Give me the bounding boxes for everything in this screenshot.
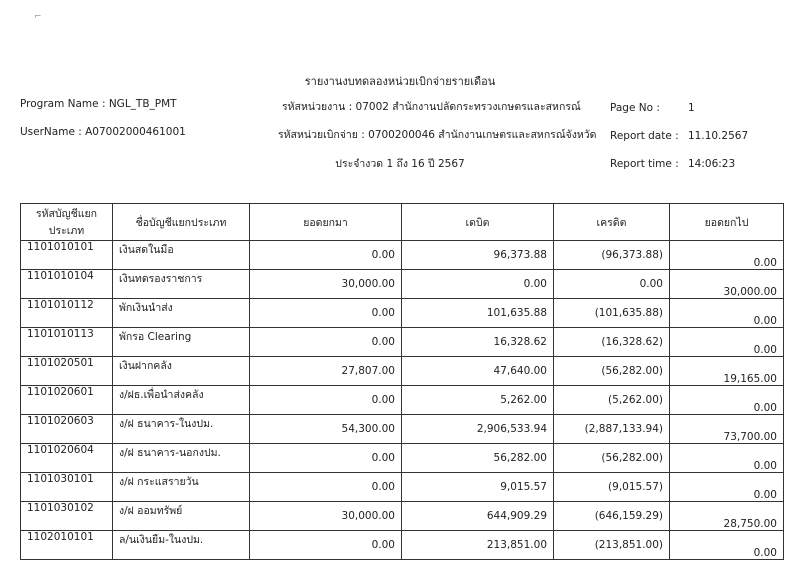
brought-forward: 0.00 bbox=[250, 241, 402, 270]
debit: 96,373.88 bbox=[402, 241, 554, 270]
account-name: พักรอ Clearing bbox=[113, 328, 250, 357]
account-name: ง/ฝ ธนาคาร-นอกงปม. bbox=[113, 444, 250, 473]
carried-forward: 19,165.00 bbox=[670, 357, 784, 386]
account-code: 1101020604 bbox=[21, 444, 113, 473]
report-date-value: 11.10.2567 bbox=[688, 130, 749, 142]
debit: 56,282.00 bbox=[402, 444, 554, 473]
credit: (5,262.00) bbox=[554, 386, 670, 415]
header-credit: เครดิต bbox=[554, 204, 670, 241]
header-account-code: รหัสบัญชีแยกประเภท bbox=[21, 204, 113, 241]
page-number-label: Page No : bbox=[610, 102, 660, 114]
carried-forward: 30,000.00 bbox=[670, 270, 784, 299]
credit: (16,328.62) bbox=[554, 328, 670, 357]
table-row bbox=[21, 299, 784, 328]
carried-forward: 73,700.00 bbox=[670, 415, 784, 444]
table-row bbox=[21, 241, 784, 270]
account-name: พักเงินนำส่ง bbox=[113, 299, 250, 328]
carried-forward: 0.00 bbox=[670, 299, 784, 328]
carried-forward: 0.00 bbox=[670, 241, 784, 270]
report-period: ประจำงวด 1 ถึง 16 ปี 2567 bbox=[335, 158, 465, 170]
brought-forward: 0.00 bbox=[250, 299, 402, 328]
carried-forward: 0.00 bbox=[670, 328, 784, 357]
table-row bbox=[21, 444, 784, 473]
header-account-name: ชื่อบัญชีแยกประเภท bbox=[113, 204, 250, 241]
account-code: 1101010112 bbox=[21, 299, 113, 328]
carried-forward: 28,750.00 bbox=[670, 502, 784, 531]
carried-forward: 0.00 bbox=[670, 473, 784, 502]
account-code: 1101020501 bbox=[21, 357, 113, 386]
account-code: 1101010101 bbox=[21, 241, 113, 270]
table-row bbox=[21, 473, 784, 502]
account-code: 1102010101 bbox=[21, 531, 113, 560]
brought-forward: 30,000.00 bbox=[250, 270, 402, 299]
debit: 16,328.62 bbox=[402, 328, 554, 357]
carried-forward: 0.00 bbox=[670, 444, 784, 473]
credit: 0.00 bbox=[554, 270, 670, 299]
brought-forward: 0.00 bbox=[250, 444, 402, 473]
program-name: Program Name : NGL_TB_PMT bbox=[20, 98, 177, 110]
account-name: เงินทดรองราชการ bbox=[113, 270, 250, 299]
report-time-value: 14:06:23 bbox=[688, 158, 736, 170]
credit: (101,635.88) bbox=[554, 299, 670, 328]
table-row bbox=[21, 386, 784, 415]
debit: 9,015.57 bbox=[402, 473, 554, 502]
brought-forward: 0.00 bbox=[250, 473, 402, 502]
user-name: UserName : A07002000461001 bbox=[20, 126, 186, 138]
account-code: 1101030101 bbox=[21, 473, 113, 502]
table-header-row bbox=[21, 204, 784, 241]
account-code: 1101010104 bbox=[21, 270, 113, 299]
table-row bbox=[21, 415, 784, 444]
account-code: 1101020601 bbox=[21, 386, 113, 415]
table-row bbox=[21, 502, 784, 531]
carried-forward: 0.00 bbox=[670, 386, 784, 415]
brought-forward: 0.00 bbox=[250, 386, 402, 415]
credit: (646,159.29) bbox=[554, 502, 670, 531]
credit: (2,887,133.94) bbox=[554, 415, 670, 444]
report-date-label: Report date : bbox=[610, 130, 679, 142]
account-name: ง/ฝ ออมทรัพย์ bbox=[113, 502, 250, 531]
debit: 101,635.88 bbox=[402, 299, 554, 328]
header-brought-forward: ยอดยกมา bbox=[250, 204, 402, 241]
credit: (56,282.00) bbox=[554, 357, 670, 386]
agency-code: รหัสหน่วยงาน : 07002 สำนักงานปลัดกระทรวงเกษตรและสหกรณ์ bbox=[282, 101, 581, 113]
debit: 644,909.29 bbox=[402, 502, 554, 531]
report-time-label: Report time : bbox=[610, 158, 679, 170]
account-code: 1101020603 bbox=[21, 415, 113, 444]
debit: 213,851.00 bbox=[402, 531, 554, 560]
report-title: รายงานงบทดลองหน่วยเบิกจ่ายรายเดือน bbox=[304, 75, 496, 88]
brought-forward: 30,000.00 bbox=[250, 502, 402, 531]
brought-forward: 0.00 bbox=[250, 531, 402, 560]
brought-forward: 54,300.00 bbox=[250, 415, 402, 444]
account-name: ง/ฝ ธนาคาร-ในงปม. bbox=[113, 415, 250, 444]
account-name: ง/ฝ กระแสรายวัน bbox=[113, 473, 250, 502]
account-name: ง/ฝธ.เพื่อนำส่งคลัง bbox=[113, 386, 250, 415]
trial-balance-table bbox=[20, 203, 784, 560]
table-row bbox=[21, 270, 784, 299]
debit: 2,906,533.94 bbox=[402, 415, 554, 444]
debit: 5,262.00 bbox=[402, 386, 554, 415]
credit: (96,373.88) bbox=[554, 241, 670, 270]
credit: (213,851.00) bbox=[554, 531, 670, 560]
table-row bbox=[21, 357, 784, 386]
page-number-value: 1 bbox=[688, 102, 695, 114]
disbursement-unit-code: รหัสหน่วยเบิกจ่าย : 0700200046 สำนักงานเกษตรและสหกรณ์จังหวัด bbox=[278, 129, 597, 141]
scan-speck: ⌐ bbox=[34, 12, 42, 22]
brought-forward: 0.00 bbox=[250, 328, 402, 357]
account-name: เงินสดในมือ bbox=[113, 241, 250, 270]
credit: (9,015.57) bbox=[554, 473, 670, 502]
account-name: ล/นเงินยืม-ในงปม. bbox=[113, 531, 250, 560]
table-row bbox=[21, 531, 784, 560]
table-row bbox=[21, 328, 784, 357]
account-code: 1101010113 bbox=[21, 328, 113, 357]
debit: 47,640.00 bbox=[402, 357, 554, 386]
carried-forward: 0.00 bbox=[670, 531, 784, 560]
debit: 0.00 bbox=[402, 270, 554, 299]
brought-forward: 27,807.00 bbox=[250, 357, 402, 386]
header-debit: เดบิต bbox=[402, 204, 554, 241]
account-code: 1101030102 bbox=[21, 502, 113, 531]
credit: (56,282.00) bbox=[554, 444, 670, 473]
header-carried-forward: ยอดยกไป bbox=[670, 204, 784, 241]
account-name: เงินฝากคลัง bbox=[113, 357, 250, 386]
